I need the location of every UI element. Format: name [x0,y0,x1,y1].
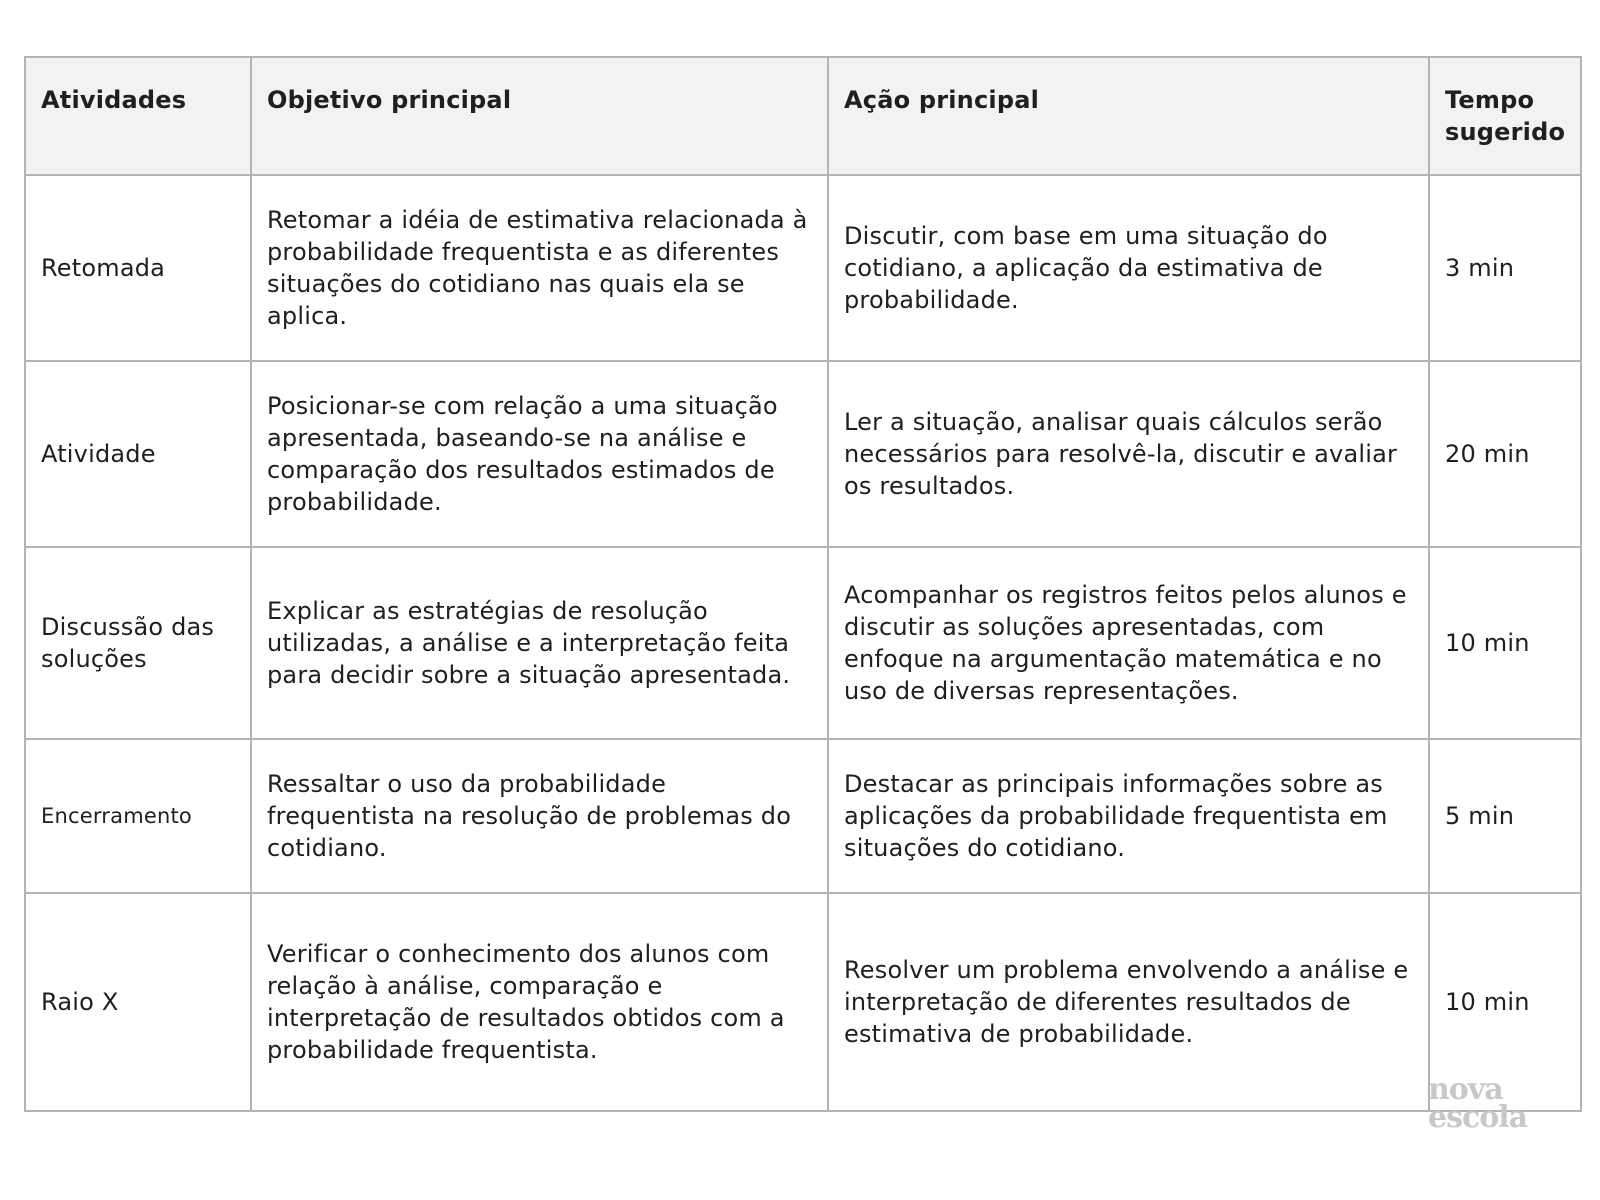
header-tempo-sugerido: Tempo sugerido [1429,57,1581,175]
table-row [25,361,1581,547]
cell-atividade: Raio X [25,893,251,1111]
cell-objetivo: Retomar a idéia de estimativa relacionada à probabilidade frequentista e as diferentes situações do cotidiano nas quais ela se aplica. [251,175,828,361]
cell-atividade: Atividade [25,361,251,547]
cell-objetivo: Verificar o conhecimento dos alunos com relação à análise, comparação e interpretação de resultados obtidos com a probabilidade frequentista. [251,893,828,1111]
table-row [25,893,1581,1111]
lesson-plan-table [24,56,1582,1112]
cell-acao: Destacar as principais informações sobre as aplicações da probabilidade frequentista em situações do cotidiano. [828,739,1429,893]
cell-objetivo: Ressaltar o uso da probabilidade frequentista na resolução de problemas do cotidiano. [251,739,828,893]
cell-tempo: 5 min [1429,739,1581,893]
cell-acao: Acompanhar os registros feitos pelos alunos e discutir as soluções apresentadas, com enfoque na argumentação matemática e no uso de diversas representações. [828,547,1429,739]
cell-acao: Discutir, com base em uma situação do cotidiano, a aplicação da estimativa de probabilidade. [828,175,1429,361]
table-row [25,547,1581,739]
cell-objetivo: Explicar as estratégias de resolução utilizadas, a análise e a interpretação feita para decidir sobre a situação apresentada. [251,547,828,739]
header-acao-principal: Ação principal [828,57,1429,175]
header-objetivo-principal: Objetivo principal [251,57,828,175]
table-body [25,175,1581,1111]
nova-escola-logo [1428,1072,1558,1135]
cell-tempo: 10 min [1429,547,1581,739]
cell-tempo: 20 min [1429,361,1581,547]
table-header [25,57,1581,175]
table-row [25,739,1581,893]
cell-atividade: Retomada [25,175,251,361]
logo-line-escola: escola [1428,1100,1528,1135]
header-atividades: Atividades [25,57,251,175]
table-row [25,175,1581,361]
cell-acao: Resolver um problema envolvendo a análise e interpretação de diferentes resultados de estimativa de probabilidade. [828,893,1429,1111]
cell-atividade: Discussão das soluções [25,547,251,739]
header-row [25,57,1581,175]
logo-line-nova: nova [1428,1072,1503,1107]
cell-atividade: Encerramento [25,739,251,893]
cell-objetivo: Posicionar-se com relação a uma situação apresentada, baseando-se na análise e comparação dos resultados estimados de probabilidade. [251,361,828,547]
cell-acao: Ler a situação, analisar quais cálculos serão necessários para resolvê-la, discutir e avaliar os resultados. [828,361,1429,547]
cell-tempo: 3 min [1429,175,1581,361]
cell-tempo: 10 min [1429,893,1581,1111]
